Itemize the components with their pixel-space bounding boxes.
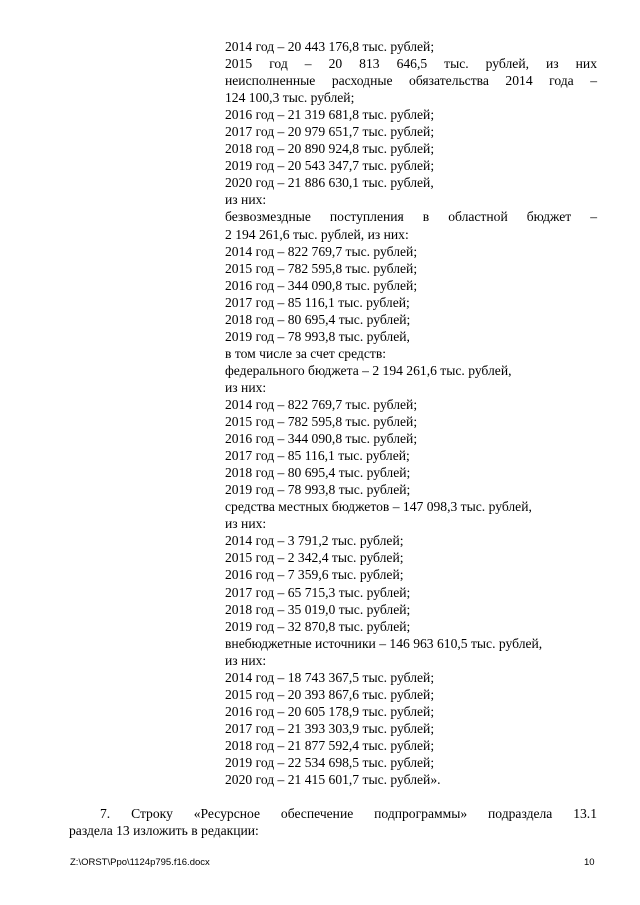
- text-line: 2020 год – 21 886 630,1 тыс. рублей,: [225, 175, 434, 191]
- text-line: 2015 год – 782 595,8 тыс. рублей;: [225, 414, 418, 430]
- text-line: из них:: [225, 516, 267, 532]
- text-line: 2015 год – 20 813 646,5 тыс. рублей, из них: [225, 56, 597, 72]
- text-line: 2 194 261,6 тыс. рублей, из них:: [225, 226, 409, 242]
- item-7-line-2: раздела 13 изложить в редакции:: [69, 823, 259, 839]
- text-line: из них:: [225, 652, 267, 668]
- text-line: неисполненные расходные обязательства 2014 года –: [225, 73, 597, 89]
- text-line: из них:: [225, 192, 267, 208]
- text-line: 2018 год – 21 877 592,4 тыс. рублей;: [225, 737, 435, 753]
- text-line: 2019 год – 32 870,8 тыс. рублей;: [225, 618, 411, 634]
- text-line: 2014 год – 18 743 367,5 тыс. рублей;: [225, 669, 435, 685]
- text-line: 2016 год – 7 359,6 тыс. рублей;: [225, 567, 404, 583]
- text-line: 2016 год – 344 090,8 тыс. рублей;: [225, 431, 418, 447]
- text-line: 124 100,3 тыс. рублей;: [225, 90, 355, 106]
- text-line: 2014 год – 3 791,2 тыс. рублей;: [225, 533, 404, 549]
- item-7-line-1: 7. Строку «Ресурсное обеспечение подпрограммы» подраздела 13.1: [100, 806, 597, 821]
- text-line: 2018 год – 80 695,4 тыс. рублей;: [225, 465, 411, 481]
- text-line: 2014 год – 20 443 176,8 тыс. рублей;: [225, 39, 435, 54]
- text-line: 2019 год – 22 534 698,5 тыс. рублей;: [225, 754, 435, 770]
- text-line: федерального бюджета – 2 194 261,6 тыс. рублей,: [225, 362, 512, 378]
- text-line: средства местных бюджетов – 147 098,3 тыс. рублей,: [225, 499, 532, 515]
- text-line: 2016 год – 20 605 178,9 тыс. рублей;: [225, 703, 435, 719]
- footer-page-number: 10: [584, 857, 595, 868]
- text-line: 2018 год – 20 890 924,8 тыс. рублей;: [225, 141, 435, 157]
- text-line: 2015 год – 2 342,4 тыс. рублей;: [225, 550, 404, 566]
- text-line: 2017 год – 85 116,1 тыс. рублей;: [225, 294, 410, 310]
- text-line: 2017 год – 85 116,1 тыс. рублей;: [225, 448, 410, 464]
- text-line: 2019 год – 78 993,8 тыс. рублей;: [225, 482, 411, 498]
- text-line: в том числе за счет средств:: [225, 345, 387, 361]
- text-line: 2015 год – 782 595,8 тыс. рублей;: [225, 260, 418, 276]
- text-line: 2019 год – 78 993,8 тыс. рублей,: [225, 328, 410, 344]
- text-line: 2018 год – 35 019,0 тыс. рублей;: [225, 601, 411, 617]
- text-line: 2018 год – 80 695,4 тыс. рублей;: [225, 311, 411, 327]
- budget-lines-column: [225, 38, 597, 788]
- text-line: 2015 год – 20 393 867,6 тыс. рублей;: [225, 686, 435, 702]
- text-line: внебюджетные источники – 146 963 610,5 тыс. рублей,: [225, 635, 543, 651]
- text-line: 2014 год – 822 769,7 тыс. рублей;: [225, 396, 418, 412]
- item-7-paragraph: [69, 805, 597, 839]
- text-line: 2017 год – 21 393 303,9 тыс. рублей;: [225, 720, 435, 736]
- text-line: 2017 год – 65 715,3 тыс. рублей;: [225, 584, 411, 600]
- text-line: 2017 год – 20 979 651,7 тыс. рублей;: [225, 124, 435, 140]
- text-line: 2019 год – 20 543 347,7 тыс. рублей;: [225, 158, 435, 174]
- text-line: 2014 год – 822 769,7 тыс. рублей;: [225, 243, 418, 259]
- footer-file-path: Z:\ORST\Ppo\1124p795.f16.docx: [70, 857, 210, 868]
- text-line: 2020 год – 21 415 601,7 тыс. рублей».: [225, 772, 441, 788]
- text-line: 2016 год – 21 319 681,8 тыс. рублей;: [225, 107, 435, 123]
- text-line: безвозмездные поступления в областной бюджет –: [225, 209, 597, 225]
- text-line: 2016 год – 344 090,8 тыс. рублей;: [225, 277, 418, 293]
- text-line: из них:: [225, 379, 267, 395]
